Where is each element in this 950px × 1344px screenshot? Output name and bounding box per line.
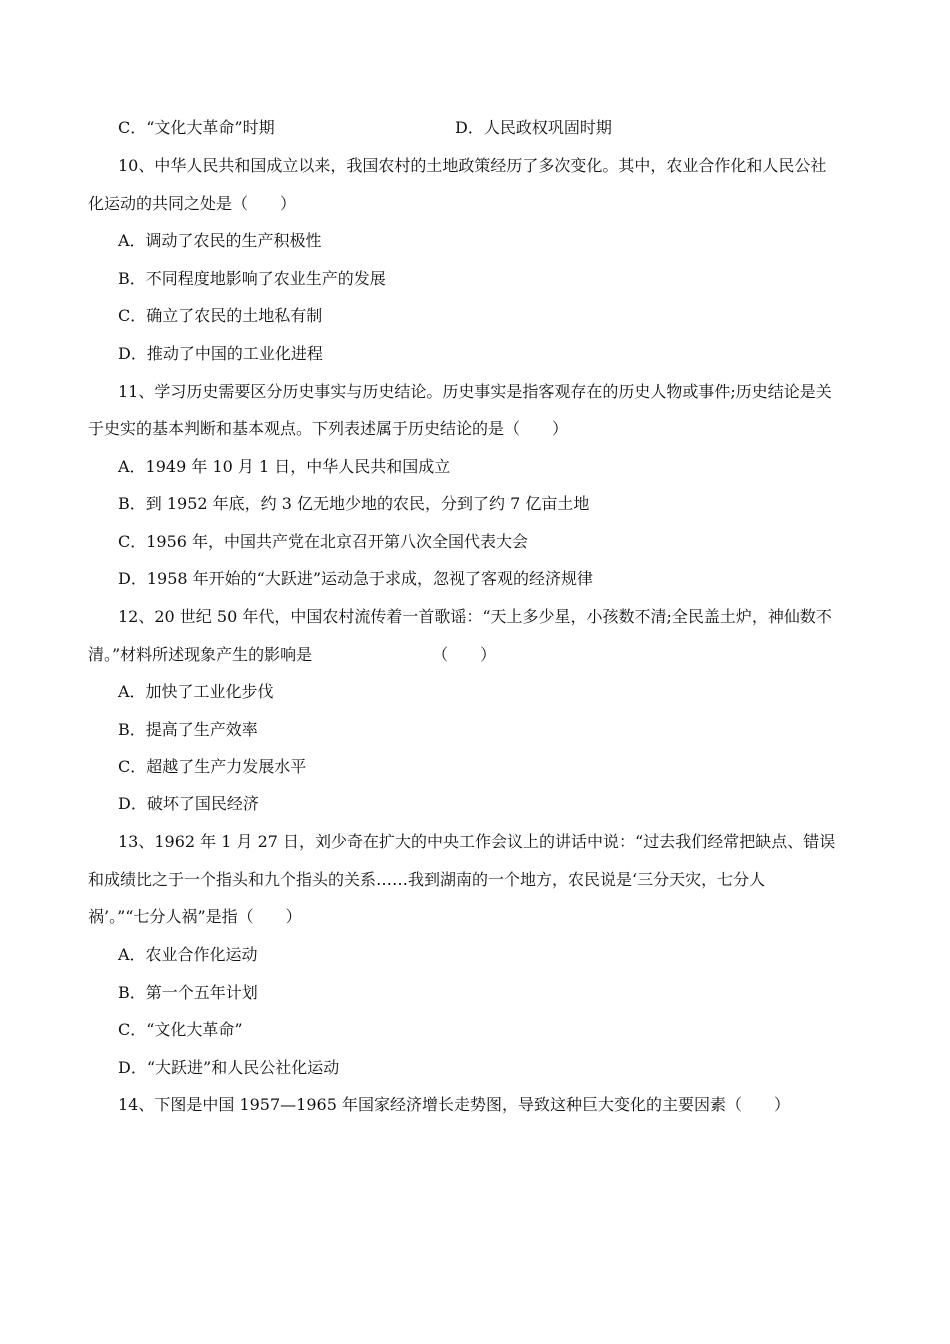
option-d: D．破坏了国民经济 [118, 794, 259, 813]
option-a: A．农业合作化运动 [118, 945, 258, 964]
q9-option-c: C．“文化大革命”时期 [118, 118, 275, 137]
option-c: C．“文化大革命” [118, 1020, 243, 1039]
option-c: C．确立了农民的土地私有制 [118, 306, 323, 325]
option-d: D．1958 年开始的“大跃进”运动急于求成，忽视了客观的经济规律 [118, 569, 593, 588]
option-b: B．提高了生产效率 [118, 720, 258, 739]
question-stem-line: 于史实的基本判断和基本观点。下列表述属于历史结论的是（ ） [88, 419, 569, 438]
option-a: A．调动了农民的生产积极性 [118, 231, 322, 250]
question-stem-line: 13、1962 年 1 月 27 日，刘少奇在扩大的中央工作会议上的讲话中说：“过去我们经常把缺点、错误 [118, 832, 836, 851]
question-stem-line: 清。”材料所述现象产生的影响是 （ ） [88, 645, 497, 664]
question-stem-line: 11、学习历史需要区分历史事实与历史结论。历史事实是指客观存在的历史人物或事件;历史结论是关 [118, 382, 832, 401]
option-b: B．第一个五年计划 [118, 983, 258, 1002]
question-stem-line: 12、20 世纪 50 年代，中国农村流传着一首歌谣：“天上多少星，小孩数不清;全民盖土炉，神仙数不 [118, 607, 832, 626]
option-b: B．到 1952 年底，约 3 亿无地少地的农民，分到了约 7 亿亩土地 [118, 494, 590, 513]
option-b: B．不同程度地影响了农业生产的发展 [118, 269, 386, 288]
question-stem-line: 14、下图是中国 1957—1965 年国家经济增长走势图，导致这种巨大变化的主要因素（ ） [118, 1095, 790, 1114]
question-stem-line: 10、中华人民共和国成立以来，我国农村的土地政策经历了多次变化。其中，农业合作化和人民公社 [118, 156, 827, 175]
q9-option-d: D．人民政权巩固时期 [455, 118, 612, 137]
option-c: C．超越了生产力发展水平 [118, 757, 307, 776]
option-c: C．1956 年，中国共产党在北京召开第八次全国代表大会 [118, 532, 529, 551]
question-stem-line: 和成绩比之于一个指头和九个指头的关系……我到湖南的一个地方，农民说是‘三分天灾，七分人 [88, 870, 766, 889]
option-d: D．“大跃进”和人民公社化运动 [118, 1058, 340, 1077]
option-a: A．1949 年 10 月 1 日，中华人民共和国成立 [118, 457, 451, 476]
question-stem-line: 祸’。”“七分人祸”是指（ ） [88, 907, 302, 926]
question-stem-line: 化运动的共同之处是（ ） [88, 194, 297, 213]
option-a: A．加快了工业化步伐 [118, 682, 274, 701]
option-d: D．推动了中国的工业化进程 [118, 344, 323, 363]
